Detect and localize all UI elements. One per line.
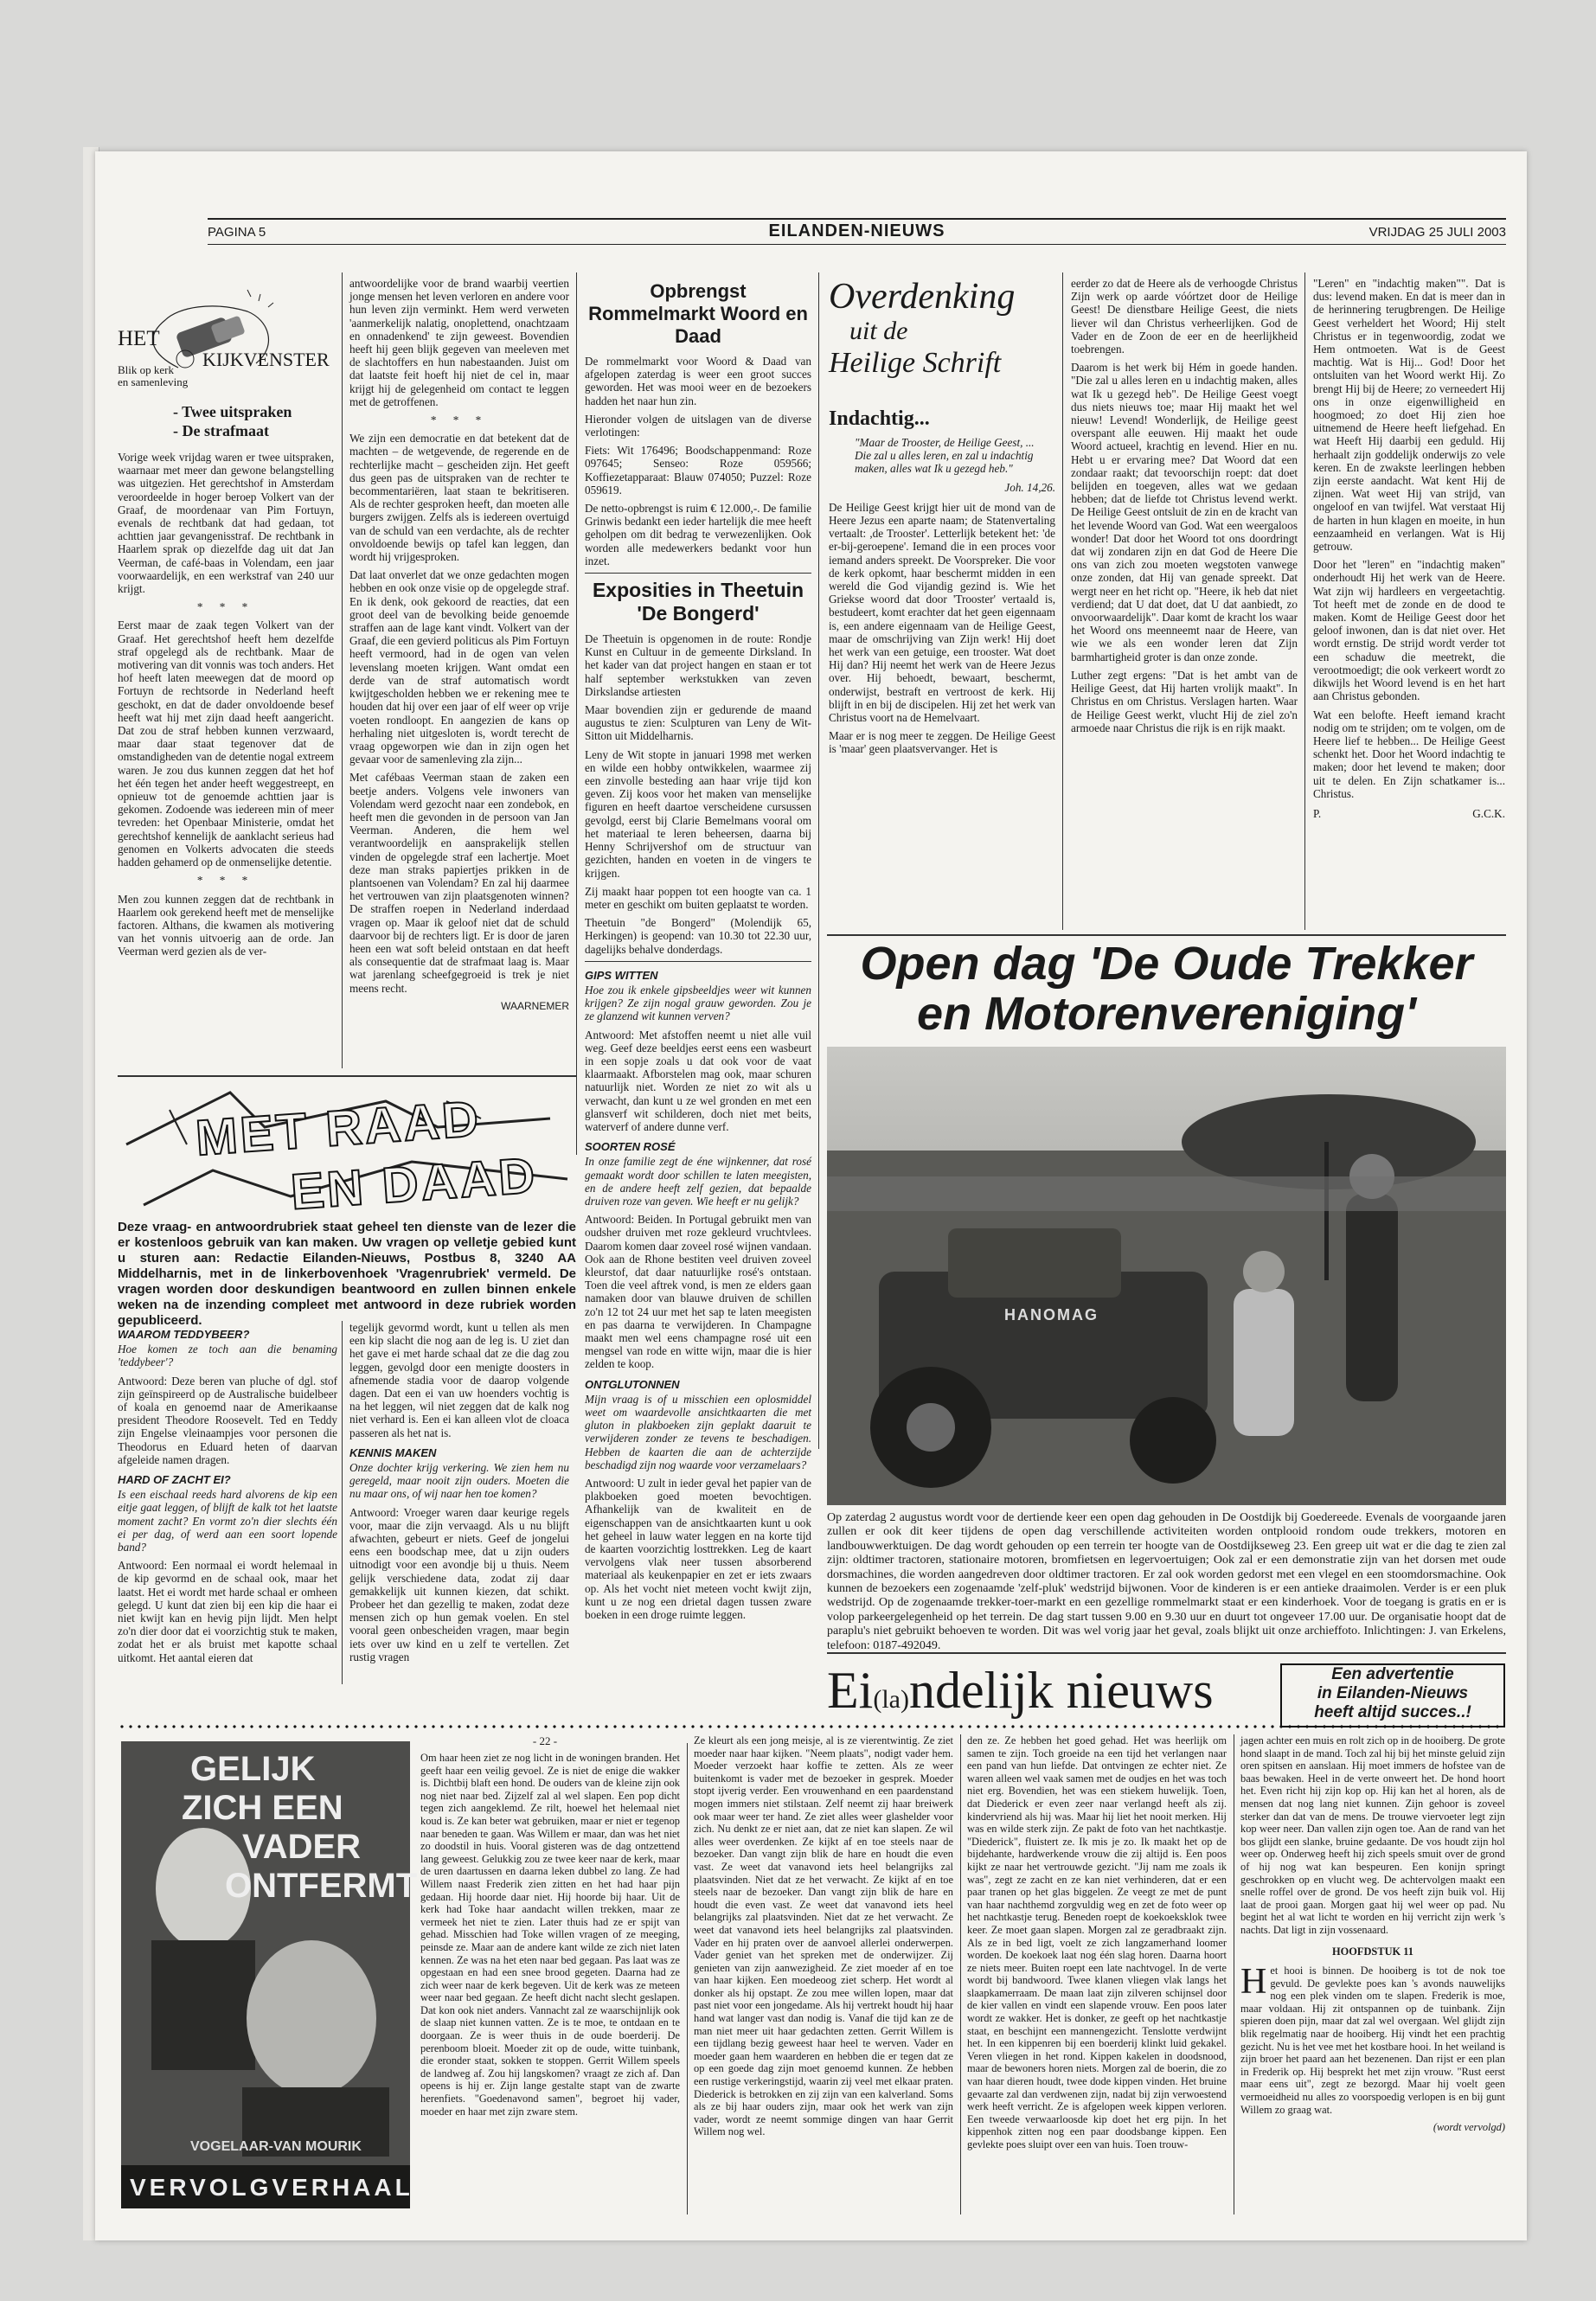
vervolg-c5: Het hooi is binnen. De hooiberg is tot de nok toe gevuld. De gevlekte poes kan 's avonds nauwelijks nog een plek vinden om te slapen. Frederik is moe, maar voldaan. Hij zit ontspannen op de tuinbank. Zijn spieren doen pijn, maar dat zal wel overgaan. Wel glijdt zijn blik regelmatig naar de hooiberg. Hij vindt het een prachtig gezicht. Nu is het vee met het kostbare hooi. In het weiland is zijn broer het paard aan het bezenenen. Dan rijst er een plan in Frederik op. Hij besprekt het met zijn vrouw. "Rust eerst maar eens uit", zegt ze bezorgd. Maar hij voelt geen vermoeidheid nu alles zo voorspoedig verlopen is en bij gunt Willem zo graag wat. [1240, 1962, 1505, 2116]
raad-heading-gips: GIPS WITTEN [585, 968, 658, 982]
raad-answer-teddy: Antwoord: Deze beren van pluche of dgl. stof zijn geïnspireerd op de Australische buidelbeer of koala en genoemd naar de Amerikaanse president Theodore Roosevelt. Ted en Teddy zijn Engelse vleinaampjes voor personen die Theodorus en Eduard heten of daarvan afgeleide namen dragen. [118, 1374, 337, 1466]
section-rule [827, 934, 1506, 936]
masthead: EILANDEN-NIEUWS [768, 221, 945, 240]
kijkvenster-title2: - De strafmaat [173, 422, 269, 439]
oude-trekker-photo [827, 1047, 1506, 1505]
kijkvenster-p1: Vorige week vrijdag waren er twee uitspraken, waarnaar met meer dan gewone belangstelling was uitgezien. Het gerechtshof in Amsterdam veroordeelde in hoger beroep Volkert van der Graaf, de moordenaar van Pim Fortuyn, evenals de rechtbank dat had gedaan, tot achttien jaar gevangenisstraf. De rechtbank in Haarlem sprak op diezelfde dag uit dat Jan Veerman, de café-baas in Volendam, een jaar voorwaardelijk, en een werkstraf van 240 uur krijgt. [118, 451, 334, 596]
kijkvenster-p5: We zijn een democratie en dat betekent dat de machten – de wetgevende, de regerende en de rechterlijke macht – gescheiden zijn. Het geeft dus geen pas de uitspraken van de rechter te becommentariëren, laat staan te bekritiseren. Als de rechter gesproken heeft, dan moeten alle burgers zwijgen. Zelfs als is iedereen overtuigd van de schuld van een verdachte, als de rechter onvoldoende bewijs op tafel kan leggen, dan wordt hij vrijgesproken. [349, 432, 569, 564]
overdenking-p3: eerder zo dat de Heere als de verhoogde Christus Zijn werk op aarde vóórtzet door de Heilige Geest! De dienstbare Heilige Geest, die niets liever wil dan Christus verheerlijken. God de Vader en de Zoon de eer en de heerlijkheid toebrengen. [1071, 277, 1298, 356]
vervolg-ad-title2: ZICH EEN [182, 1789, 343, 1827]
vervolg-cont: (wordt vervolgd) [1433, 2121, 1505, 2134]
rommelmarkt-p4: De netto-opbrengst is ruim € 12.000,-. De familie Grinwis bedankt een ieder hartelijk die mee heeft geholpen om dit bedrag te verwezenlijken. Ook worden alle medewerkers bedankt voor hun inzet. [585, 502, 811, 567]
logo-het: HET [118, 327, 160, 350]
overdenking-title1: Overdenking [829, 277, 1016, 317]
overdenking-col1 [829, 407, 1055, 969]
oude-trekker-caption: Op zaterdag 2 augustus wordt voor de dertiende keer een open dag gehouden in De Oostdijk bij Goedereede. Evenals de voorgaande jaren zullen er ook dit keer tijdens de open dag verschillende activiteiten worden ontplooid rondom oude trekkers, motoren en landbouwwerktuigen. De dag wordt gehouden op een terrein ter hoogte van de Oostdijkseweg 23. Een greep uit wat er die dag te zien zal zijn: oldtimer tractoren, stationaire motoren, bromfietsen en legervoertuigen; Ook zal er een demonstratie zijn van het dorsen met oude dorsmachines, die worden aangedreven door oldtimer tractoren. Er zal ook worden gedorst met een vlegel en een stoomdorsmachine. Ook kunnen de bezoekers een zogenaamde 'zelf-pluk' wedstrijd bijwonen. Voor de kinderen is er een antieke draaimolen. Verder is er een pluk wedstrijd. Op de zogenaamde trekker-toer-markt en een gezellige rommelmarkt staat er een kinderhoek. Voor de toegang is gratis en er is volop parkeergelegenheid op het terrein. De dag start tussen 9.00 en 9.30 uur en duurt tot ongeveer 17.00 uur. De organisatie hoopt dat de paraplu's niet gebruikt behoeven te worden. Dit was wel vorig jaar het geval, zoals blijkt uit onze archieffoto. Inlichtingen: J. van Erkelens, telefoon: 0187-492049. [827, 1511, 1506, 1652]
kijkvenster-col1 [118, 402, 334, 1064]
vervolg-page-number: - 22 - [532, 1734, 558, 1747]
issue-date: VRIJDAG 25 JULI 2003 [1368, 225, 1506, 240]
vervolg-ad-title3: VADER [242, 1828, 362, 1866]
rommelmarkt-p2: Hieronder volgen de uitslagen van de diverse verlotingen: [585, 412, 811, 439]
met-raad-logo-line1: MET RAAD [194, 1090, 483, 1167]
vervolg-col4 [1240, 1734, 1505, 2214]
exposities-title: Exposities in Theetuin 'De Bongerd' [592, 579, 804, 625]
overdenking-p7: Door het "leren" en "indachtig maken" onderhoudt Hij het werk van de Heere. Wat zijn wij hardleers en vergeetachtig. Tot heeft met de zonde en de dood te maken. Komt de Heilige Geest door het geloof inwonen, dan is dat niet over. Het wordt ernstig. De strijd wordt verder tot een schaduw die meetrekt, die verootmoedigt; die ook verkeert wordt zo dikwijls het Woord levend is en het hart aan Christus gebonden. [1313, 558, 1505, 703]
drop-cap: H [1240, 1962, 1267, 2003]
dotted-separator [118, 1724, 1505, 1729]
col-rule [687, 1743, 688, 2214]
col3 [585, 277, 811, 1622]
signature-left: P. [1313, 806, 1322, 820]
eilandelijk-title-c: ndelijk nieuws [908, 1662, 1214, 1719]
overdenking-p5: Luther zegt ergens: "Dat is het ambt van de Heilige Geest, dat Hij harten vrolijk maakt". In Christus en om Christus. Verslagen harten. Waar de Heilige Geest werkt, vlucht Hij de ziel zo'n armoede naar Christus die rijk is en rijk maakt. [1071, 668, 1298, 734]
raad-answer-kennis: Antwoord: Vroeger waren daar keurige regels voor, maar die zijn vervaagd. Als u nu blijft afwachten, gebeurt er niets. Geef de jongelui eens een boodschap mee, dat u zijn ouders uitnodigt voor een avondje bij u thuis. Neem gelijk verschiedene data, zodat zij daar gemakkelijk uit kunnen kiezen, dat schikt. Probeer het dan gezellig te maken, zodat deze mensen zich op hun gemak voelen. En stel vooral geen onbescheiden vragen, maar begin iets over uw kind en u zelf te vertellen. Zet rustig vragen [349, 1505, 569, 1663]
overdenking-title2: uit de [849, 317, 908, 345]
raad-heading-gluton: ONTGLUTONNEN [585, 1377, 680, 1391]
vervolg-ad [121, 1741, 418, 2208]
overdenking-title3: Heilige Schrift [829, 347, 1002, 379]
vervolg-col3: den ze. Ze hebben het goed gehad. Het was heerlijk om samen te zijn. Toch groeide na een tijd het verlangen naar een pand van hun liefde. Dat ontvingen ze echter niet. Ze waren alleen wel vaak samen met de oudjes en het was toch niet erg. Bovendien, het was een stiekem huwelijk. Toen, dat Diederick er even zeer naar verlangd heeft als zij. kindervriend als hij was. Maar hij liet het nooit merken. Hij was en wilde sterk zijn. Ze pakt de foto van het nachtkastje. "Diederick", fluistert ze. Ik mis je zo. Ik maakt het op de bijdehante, hardwerkende vrouw die zij altijd is. Een poos kijkt ze naar het vertrouwde gezicht. "Jij nam me zoals ik was", zegt ze zacht en ze kan niet verhinderen, dat er een paar tranen op het glas biggelen. Ze veegt ze met de punt van haar nachthemd zorgvuldig weg en zet de foto weer op het nachtkastje terug. Beneden roept de koekoeksklok twee keer. Ze moet gaan slapen. Morgen zal ze geradbraakt zijn. Als ze in bed ligt, voelt ze zich langzamerhand loomer worden. De koekoek laat nog één slag horen. Daarna hoort ze niets meer. Buiten roept een late nachtvogel. In de verte wordt bij bandwoord. Twee klanen vliegen vlak langs het slaapkamerraam. De maan laat zijn zilveren schijnsel door de kier vallen en vindt een slapende vrouw. Een poos later wordt ze wakker. Het is donker, ze geeft op het nachtkastje staat, en beschijnt een mannengezicht. Tenslotte verdwijnt het. In een kippenren bij een boerderij klinkt luid gekakel. Veren vliegen in het rond. Kippen kakelen in doodsnood, maar de bewoners horen niets. Morgen zal de boerin, die zo van haar dieren houdt, twee dode kippen vinden. Het bruine gevaarte zal dan verdwenen zijn, nadat bij zijn verwoestend werk heeft verricht. Ze is afgelopen week kippen verloren. Een tweede verwaarloosde kip doet het erg pijn. In het kippenhok zitten nog een paar doodsbange kippen. Een gevlekte poes sluipt over een van huis. Toen trouw- [967, 1734, 1227, 2150]
kijkvenster-signature: WAARNEMER [501, 999, 569, 1012]
col-rule [818, 272, 819, 1449]
rommelmarkt-p1: De rommelmarkt voor Woord & Daad van afgelopen zaterdag is weer een groot succes geworden. Het was mooi weer en de bezoekers hadden het naar hun zin. [585, 355, 811, 407]
newspaper-page [95, 151, 1527, 2240]
overdenking-head [829, 277, 1062, 398]
rommelmarkt-p3: Fiets: Wit 176496; Boodschappenmand: Roze 097645; Senseo: Roze 059566; Koffiezetapparaat: Blauw 074050; Puzzel: Roze 059619. [585, 444, 811, 497]
overdenking-signature [1313, 807, 1505, 820]
col-rule [1062, 272, 1063, 930]
raad-answer-rose: Antwoord: Beiden. In Portugal gebruikt men van oudsher druiven met roze gekleurd vruchtvlees. Daarom komen daar zoveel rosé wijnen vandaan. Ook aan de Rhone bestiten veel druiven zoveel kleurstof, dat daar natuurlijke rosé's ontstaan. Toen die veel aftrek vond, is men ze elders gaan namaken door van blauwe druiven de schillen zo'n 12 tot 24 uur met het sap te laten meegisten en pas daarna te verwijderen. In Champagne maakt men wel eens champagne rosé uit een mengsel van rode en witte wijn, maar die is hier zelden te koop. [585, 1213, 811, 1371]
overdenking-col3 [1313, 277, 1505, 904]
kijkvenster-p6: Dat laat onverlet dat we onze gedachten mogen hebben en ook onze visie op de opgelegde straf. En ik denk, ook gekoord de reacties, dat een groot deel van de bevolking beide genoemde straffen aan de lage kant vindt. Volkert van der Graaf, die een gevierd politicus als Pim Fortuyn heeft vermoord, had in de ogen van velen levenslang moeten krijgen. Want omdat een derde van de straf automatisch wordt kwijtgescholden hebben we er rekening mee te houden dat hij over een jaar of elf weer op vrije voeten rondloopt. En aangezien de kans op herhaling niet uitgesloten is, wordt terecht de vraag opgeworpen wie dan in zijn ogen het gevaar voor de samenleving zla zijn... [349, 568, 569, 766]
raad-answer-gluton: Antwoord: U zult in ieder geval het papier van de plakboeken goed moeten bevochtigen. Afhankelijk van de kwaliteit en de eigenschappen van de ansichtkaarten kunt u ook het geheel in lauw water leggen en na korte tijd de kaarten voorzichtig losttrekken. Leg de kaart vervolgens vlak neer tussen absorberend materiaal als keukenpapier en zet er iets zwaars op. Als het vocht niet meteen vocht kwijt zijn, kunt u ze nog een drietal dagen tussen zware boeken in een droge ruimte leggen. [585, 1477, 811, 1622]
vervolg-col1: Om haar heen ziet ze nog licht in de woningen branden. Het geeft haar een veilig gevoel. Ze is niet de enige die wakker is. Dichtbij blaft een hond. De ouders van de kleine zijn ook nog niet naar bed. Zijzelf zal al wel slapen. Een pop dicht tegen zich aangeklemd. Ze rilt, hoewel het helemaal niet koud is. Ze kan beter wat gebruiken, maar er niet er tegenop naar beneden te gaan. Was Willem er maar, dan was het niet zo doodstil in huis. Vooral gisteren was de dag ontzettend lang geweest. Gelukkig zou ze twee keer naar de kerk, maar de uren daartussen en daarna leken dubbel zo lang. Ze had Willem naast Frederik zien zitten en het had haar pijn gedaan. Hij hoorde daar niet. Hij hoorde bij haar. Uit de kerk had Toke haar aandacht willen trekken, maar ze vermeek het niet te zien. Later thuis had ze er spijt van gehad. Misschien had Toke willen vragen of ze meeging, peinsde ze. Maar aan de andere kant wilde ze zich niet laten kennen. Ze was na het eten naar bed gegaan. Pas laat was ze opgestaan en had een snee brood gegeten. Daarna had ze zich weer naar de kerk begeven. Uit de kerk was ze meteen weer naar bed gegaan. Ze heeft dicht nacht slecht geslapen. Dat kon ook niet anders. Vannacht zal ze waarschijnlijk ook de slaap niet kunnen vatten. Ze is te moe, te ontdaan en te doorgaan. Ze is weer thuis in de oude boerderij. De perenboom bloeit. Moeder zit op de oude, witte tuinbank, die eronder staat, sokken te stoppen. Gerrit Willem speels de landweg af. Zou hij langskomen? vraagt ze zich af. Dan opeens is hij er. Zijn lange gestalte stapt van de zwarte herenfiets. "Goedenavond samen", begroet hij vader, moeder en haar met zijn zware stem. [420, 1752, 680, 2118]
logo-sub1: Blik op kerk [118, 363, 174, 376]
eilandelijk-title-b: (la) [873, 1685, 909, 1714]
advertentie-box [1280, 1663, 1505, 1727]
raad-answer-ei: Antwoord: Een normaal ei wordt helemaal in de kip gevormd en de schaal ook, maar het laatst. Het ei wordt met harde schaal er omheen gelegd. U kunt dat zien bij een kip die haar ei niet kwijt kan en hevig pijn lijdt. Men helpt zo'n dier door dat ei voorzichtig stuk te maken, zodat het er als bruist met kapotte schaal uitkomt. Het aantal eieren dat [118, 1559, 337, 1664]
col-rule [342, 272, 343, 1068]
overdenking-col2 [1071, 277, 1298, 926]
tractor-brand-label: HANOMAG [1004, 1306, 1099, 1324]
raad-question-teddy: Hoe komen ze toch aan die benaming 'teddybeer'? [118, 1343, 337, 1369]
kijkvenster-p2: Eerst maar de zaak tegen Volkert van der Graaf. Het gerechtshof heeft hem dezelfde straf opgelegd als de rechtbank. Maar de motivering van dit vonnis was toch anders. Het hof heeft laten meewegen dat de moord op Fortuyn de rechtsorde in Nederland heeft geschokt, en dat de dader onvoldoende besef heeft wat hij met zijn daad heeft aangericht. Dat zou de straf hebben kunnen verzwaard, maar daar staat tegenover dat de omstandigheden van de detentie nogal extreem waren. Je zou dus kunnen zeggen dat het hof het één tegen het ander heeft weggestreept, en opnieuw tot de genoemde achttien jaar is gekomen. Zodoende was iedereen min of meer tevreden: het Openbaar Ministerie, omdat het gerechtshof kennelijk de aanklacht serieus had genomen en Volkerts advocaten die steeds hadden gehamerd op de onmenselijke detentie. [118, 619, 334, 869]
overdenking-p4: Daarom is het werk bij Hém in goede handen. "Die zal u alles leren en u indachtig maken, alles wat Ik u gezegd heb". De Heilige Geest voegt dus niets nieuws toe; maar Hij maakt het wel nieuw! Levend! Wonderlijk, de Heilige geest overspant alle eeuwen. Hij maakt het oude Woord actueel, krachtig en levend. Hier en nu. Hebt u er ervaring mee? Dat Woord dat een zondaar raakt; dat tevoorschijn roept: dat doet belijden en toegeven, alles wat we gedaan hebben; dat de liefde tot Christus levend werkt. De Heilige Geest ontsluit de zin en de kracht van het levende Woord van God. Wat een weergaloos wonder! Dat door het Woord tot ons doordringt dat wij zondaren zijn en dat God de Heere Die ons van zich zou moeten wegstoten vanwege onze zonden, dat Hij van genade spreekt. Dat wergt neer en het richt op. "Heere, ik heb dat niet verdiend; dat U dat doet, dat U dat aanbiedt, zo onvoorwaardelijk". Daar komt de kracht los waar het Woord ons meenneemt naar de Heere, van wie we als een wonder leren dat Zijn barmhartigheid groter is dan onze zonde. [1071, 361, 1298, 663]
raad-question-gluton: Mijn vraag is of u misschien een oplosmiddel weet om waardevolle ansichtkaarten die met gluton in plakboeken zijn geplakt daaruit te verwijderen zonder ze tevens te beschadigen. Hebben de kaarten die aan de achterzijde beschadigd zijn nog waarde voor verzamelaars? [585, 1392, 811, 1471]
eilandelijk-title [827, 1661, 1259, 1721]
page-header [208, 218, 1506, 245]
overdenking-ref: Joh. 14,26. [1004, 480, 1055, 494]
overdenking-p2: Maar er is nog meer te zeggen. De Heilige Geest is 'maar' geen plaatsvervanger. Het is [829, 729, 1055, 756]
raad-question-kennis: Onze dochter krijg verkering. We zien hem nu geregeld, maar nooit zijn ouders. Moeten die nu maar ons, of wij naar hen toe komen? [349, 1461, 569, 1501]
vervolg-ad-author: VOGELAAR-VAN MOURIK [190, 2139, 362, 2154]
exposities-p5: Theetuin "de Bongerd" (Molendijk 65, Herkingen) is geopend: van 10.30 tot 22.30 uur, dagelijks behalve donderdags. [585, 916, 811, 956]
kijkvenster-title1: - Twee uitspraken [173, 403, 292, 420]
col-rule [1304, 272, 1305, 930]
kijkvenster-p7: Met cafébaas Veerman staan de zaken een beetje anders. Volgens vele inwoners van Volendam werd gezocht naar een zondebok, en heeft men die gevonden in de persoon van Jan Veerman. Anderen, die hem wel verantwoordelijk en aansprakelijk stellen vinden de opgelegde straf een lachertje. Moet deze man straks papiertjes prikken in de plantsoenen van Volendam? En zal hij daarmee het vertrouwen van zijn plaatsgenoten winnen? De straffen roepen in Nederland inderdaad vragen op. Maar ik geloof niet dat de schuld daarvoor bij de rechters ligt. Er is door de jaren heen een wat soft beleid ontstaan en dat heeft als consequentie dat de strafmaat laag is. Maar wat jarenlang scheefgegroeid is trek je niet meens recht. [349, 771, 569, 995]
vervolg-col2: Ze kleurt als een jong meisje, al is ze vierentwintig. Ze ziet moeder naar haar kijken. "Neem plaats", nodigt vader hem. Moeder verzoekt haar koffie te zetten. Als ze weer buitenkomt is vader met de bezoeker in gesprek. Moeder stopt ijverig verder. Een vrouwenhand en een paardenstand mogen immers niet stilstaan. Zelf neemt zij haar breiwerk ook maar weer ter hand. Ze ziet alles weer glashelder voor zich. Nu denkt ze er niet aan, dat ze niet kan slapen. Ze wil alles weer overdenken. Ze kijkt af en toe steels naar de bezoeker. Dan vangt zijn blik de hare en houdt die even vast. Ze weet dat vanavond iets heel belangrijks zal plaatsvinden. Niet dat ze het verwacht. Ze kijkt af en toe steels naar de bezoeker. Dan vangt zijn blik de hare en houdt die even vast. Ze weet dat vanavond iets heel belangrijks zal plaatsvinden. Niet dat ze het verwacht. Ze weet dat vanavond iets heel belangrijks zal plaatsvinden. Vader en hij praten over de aanvoel allerlei onderwerpen. Vader geniet van het spreken met de onderwijzer. Zij genieten van zijn aanwezigheid. Ze ziet moeder af en toe van haar kijken. Een moedeoog ziet scherp. Het wordt al donker als hij opstapt. Ze zou mee willen lopen, maar dat past niet voor een jongedame. Als hij vertrekt houdt hij haar hand wat langer vast dan nodig is. Vanaf die tijd kan ze de man niet meer uit haar gedachten zetten. Gerrit Willem is een tijdlang bezig geweest haar heel te werven. Vader en moeder gaan hem waarderen en hebben die er tegen dat ze op een goede dag zijn moet genoemd kunnen. Ze hebben een rustige verkeringstijd, waarin zij veel met elkaar praten. Diederick is betrokken en zij zijn van een kalverland. Soms als ze bij haar ouders zijn, maar ook het werk van zijn vader, wordt ze neemt sommige dingen van haar Gerrit Willem nog wel. [694, 1734, 953, 2138]
col-rule [960, 1734, 961, 2214]
met-raad-col2 [349, 1321, 569, 1689]
raad-heading-teddy: WAAROM TEDDYBEER? [118, 1328, 250, 1341]
eilandelijk-title-a: Ei [827, 1662, 874, 1719]
kijkvenster-p3: Men zou kunnen zeggen dat de rechtbank in Haarlem ook gerekend heeft met de menselijke factoren. Althans, die kwamen als motivering van het vonnis uitvoerig aan de orde. Jan Veerman werd gezien als de ver- [118, 892, 334, 958]
overdenking-p8: Wat een belofte. Heeft iemand kracht nodig om te strijden; om te volgen, om de Heere lief te hebben... De Heilige Geest schenkt het. Door het Woord indachtig te maken; door het levend te maken; door uit te delen. En Zijn schatkamer is... Christus. [1313, 708, 1505, 800]
advertentie-line3: heeft altijd succes..! [1314, 1703, 1471, 1721]
vervolg-c4: jagen achter een muis en rolt zich op in de hooiberg. De grote hond slaapt in de mand. Toch zal hij bij het minste geluid zijn oren spitsen en aanslaan. Hij moet immers de hofstee van de baas bewaken. Heel in de verte onweert het. De hond hoort het. Even richt hij zijn kop op. Hij kan het al horen, als de mensen dat nog lang niet kunnen. Zijn gehoor is zoveel sterker dan dat van de mens. De trouwe viervoeter legt zijn kop weer neer. Dan vallen zijn ogen toe. Aan de rand van het bos glijdt een slanke, bruine gedaante. De vos houdt zijn hol weer op. Onderweg heeft hij zich speels smuit over de grond of hij nog wat kan bespeuren. Een konijn springt geschrokken op en vlucht weg. De achtervolgen maakt een snelle roffel over de grond. De vos heeft zijn buik vol. Hij laat de prooi gaan. Morgen gaat hij wel weer op pad. Nu begint het al wat licht te worden en hij verricht zijn werk 's nachts. Dat ligt in zijn vossenaard. [1240, 1734, 1505, 1936]
section-rule [585, 961, 811, 962]
overdenking-quote: "Maar de Trooster, de Heilige Geest, ... Die zal u alles leren, en zal u indachtig maken, alles wat Ik u gezegd heb." [855, 436, 1035, 476]
section-rule [118, 1075, 576, 1077]
raad-question-ei: Is een eischaal reeds hard alvorens de kip een eitje gaat leggen, of blijft de kalk tot het laatste moment zacht? En vormt zo'n dier slechts één ei per dag, of werd aan een soort lopende band? [118, 1488, 337, 1554]
raad-answer-ei-cont: tegelijk gevormd wordt, kunt u tellen als men een kip slacht die nog aan de leg is. U ziet dan het gave ei met harde schaal dat ze die dag zou leggen, gevolgd door een menigte doosters in afnemende stadia voor de daarop volgende dagen. Dat een ei van uw hoenders vochtig is na het leggen, wil niet zeggen dat de kalk nog niet verhard is. Een ei kan alleen vlot de cloaca passeren als het nat is. [349, 1321, 569, 1439]
kijkvenster-col2 [349, 277, 569, 1068]
met-raad-logo [118, 1084, 576, 1221]
kijkvenster-p4: antwoordelijke voor de brand waarbij veertien jonge mensen het leven verloren en andere voor hun leven zijn verminkt. Hem werd verweten 'aanmerkelijk nalatig, onoplettend, onachtzaam en onnadenkend' te zijn geweest. Bovendien heeft hij geen blijk gegeven van meeleven met de slachtoffers en hun nabestaanden. Juist om dat laatste feit hoeft hij niet de cel in, maar krijgt hij de gelegenheid om contact te leggen met de getroffenen. [349, 277, 569, 408]
advertentie-line2: in Eilanden-Nieuws [1317, 1684, 1469, 1702]
exposities-p1: De Theetuin is opgenomen in de route: Rondje Kunst en Cultuur in de gemeente Dirksland. In het kader van dat project hangen en staan er tot half september werkstukken van zeven Dirkslandse artiesten [585, 632, 811, 698]
vervolg-ad-title4: ONTFERMT [225, 1867, 418, 1905]
tractor-photo-icon [827, 1047, 1506, 1505]
oude-trekker-title1: Open dag 'De Oude Trekker [860, 938, 1473, 990]
met-raad-logo-line2: EN DAAD [289, 1147, 540, 1221]
overdenking-subtitle: Indachtig... [829, 407, 930, 430]
raad-question-rose: In onze familie zegt de éne wijnkenner, dat rosé gemaakt wordt door schillen te laten meegisten, en de andere heeft zelf gezien, dat bepaalde druiven roze van geven. Wie heeft er nu gelijk? [585, 1155, 811, 1208]
exposities-p2: Maar bovendien zijn er gedurende de maand augustus te zien: Sculpturen van Leny de Wit-Sitton uit Middelharnis. [585, 703, 811, 743]
raad-answer-gips: Antwoord: Met afstoffen neemt u niet alle vuil weg. Geef deze beeldjes eerst eens een wasbeurt in een sopje zoals u dat ook voor de vaat klaarmaakt. Afborstelen mag ook, maar schuren natuurlijk niet. Worden ze niet zo wit als u verwacht, dan kunt u ze wel gronden en met een glansverf wit schilderen, doch niet met beits, waterverf of andere dunne verf. [585, 1028, 811, 1133]
raad-question-gips: Hoe zou ik enkele gipsbeeldjes weer wit kunnen krijgen? Ze zijn nogal grauw geworden. Zou je ze glanzend wit kunnen verven? [585, 983, 811, 1023]
signature-right: G.C.K. [1472, 806, 1505, 820]
col-rule [342, 1321, 343, 1684]
separator-stars: * * * [196, 874, 255, 888]
exposities-p3: Leny de Wit stopte in januari 1998 met werken en wilde een hobby ontwikkelen, waarmee zij een zinvolle besteding aan haar vrije tijd kon geven. Zij koos voor het maken van menselijke figuren en heeft daartoe verscheidene cursussen gevolgd, eerst bij Clarie Bemelmans vooral om het materiaal te leren beheersen, daarna bij Henny Schrijvershof om de structuur van gezichten, handen en voeten in de vingers te krijgen. [585, 747, 811, 880]
raad-heading-ei: HARD OF ZACHT EI? [118, 1473, 231, 1487]
raad-heading-kennis: KENNIS MAKEN [349, 1445, 437, 1459]
rommelmarkt-title: Opbrengst Rommelmarkt Woord en Daad [588, 280, 808, 347]
col-rule [576, 272, 577, 1155]
kijkvenster-logo [118, 285, 332, 388]
separator-stars: * * * [196, 600, 255, 614]
vervolg-chapter: HOOFDSTUK 11 [1332, 1945, 1413, 1958]
logo-sub2: en samenleving [118, 375, 189, 388]
section-rule [585, 573, 811, 574]
vervolg-ad-title1: GELIJK [190, 1750, 316, 1788]
overdenking-p1: De Heilige Geest krijgt hier uit de mond van de Heere Jezus een aparte naam; de Statenvertaling vertaalt: ,de Trooster'. Letterlijk betekent het: 'de er-bij-geroepene'. Iemand die in een proces voor iemand anders spreekt. De Voorspreker. Die voor de kerk opkomt, haar beschermt midden in een wereld die God vijandig gezind is. Wie het Griekse woord dat door 'Trooster' vertaald is, bestudeert, komt erachter dat het geen eigennaam is, een andere eigennaam van de Heilige Geest, maar de omschrijving van Zijn werk! Hij doet het werk van een getuige, een trooster. Wat doet Hij dan? Hij neemt het werk van de Heere Jezus over. Hij behoedt, bewaart, beschermt, onderwijst, bestraft en vertroost de kerk. Hij blijft in en bij de discipelen. Hij zet het werk van Christus voort na de Hemelvaart. [829, 500, 1055, 725]
overdenking-p6: "Leren" en "indachtig maken"". Dat is dus: levend maken. En dat is meer dan in de herinnering terugbrengen. De Heilige Geest verheldert het Woord; Hij stelt Christus er in tegenwoordig, zodat we Hem ontmoeten. Wat is de Geest machtig. Wat is Hij... God! Door het ontsluiten van het Woord werkt Hij. Zo brengt Hij bij de Heere; zo verneedert Hij ons in onze eigenwilligheid en hoogmoed; zo doet Hij zien hoe uitnemend de Heere heeft liefgehad. En wat Heeft Hij daarbij een geduld. Hij herhaalt zijn goddelijk onderwijs zo vele keren. En de zwakste leerlingen hebben zijn eerste aandacht. Wat kent Hij de zijnen. Wat weet Hij van strijd, van ongeloof en van twijfel. Wat verstaat Hij de harten in hun klagen en moeite, in hun eenzaamheid en verlangen. Wat is Hij getrouw. [1313, 277, 1505, 554]
met-raad-intro: Deze vraag- en antwoordrubriek staat geheel ten dienste van de lezer die er kostenloos gebruik van kan maken. Uw vragen op velletje gebied kunt u sturen aan: Redactie Eilanden-Nieuws, Postbus 8, 3240 AA Middelharnis, met in de linkerbovenhoek 'Vragenrubriek' vermeld. De vragen worden door deskundigen beantwoord en zullen binnen enkele weken na de inzending compleet met antwoord in deze rubriek worden gepubliceerd. [118, 1220, 576, 1328]
vervolg-ad-label: VERVOLGVERHAAL [130, 2174, 413, 2201]
raad-heading-rose: SOORTEN ROSÉ [585, 1140, 676, 1154]
oude-trekker-title2: en Motorenvereniging' [917, 988, 1416, 1040]
section-rule [827, 1652, 1506, 1654]
met-raad-col1 [118, 1321, 337, 1689]
advertentie-line1: Een advertentie [1331, 1665, 1454, 1683]
exposities-p4: Zij maakt haar poppen tot een hoogte van ca. 1 meter en geschikt om buiten geplaatst te worden. [585, 884, 811, 911]
page-number: PAGINA 5 [208, 225, 266, 240]
separator-stars: * * * [430, 413, 489, 427]
logo-kijkvenster: KIJKVENSTER [202, 349, 330, 370]
